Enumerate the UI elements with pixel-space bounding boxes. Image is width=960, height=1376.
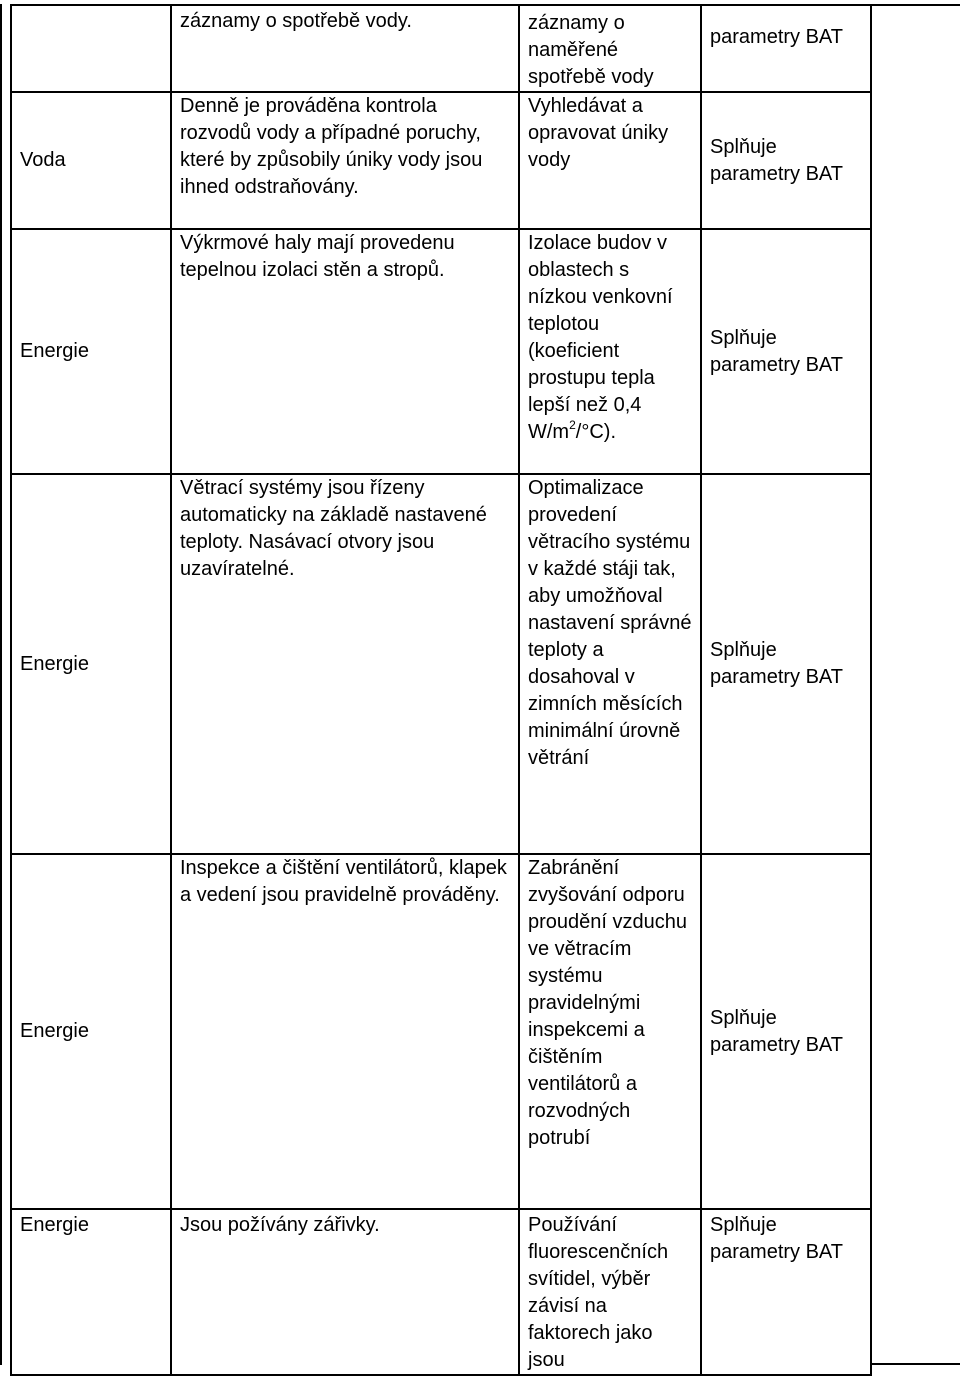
category-cell: Voda [11, 92, 171, 229]
bat-compliance-table [10, 4, 872, 1376]
technique-cell: záznamy o naměřené spotřebě vody [519, 5, 701, 92]
description-cell: Denně je prováděna kontrola rozvodů vody a případné poruchy, které by způsobily úniky vody jsou ihned odstraňovány. [171, 92, 519, 229]
category-cell: Energie [11, 854, 171, 1209]
conformity-cell: Splňuje parametry BAT [701, 92, 871, 229]
technique-superscript: 2 [569, 418, 576, 432]
category-cell: Energie [11, 1209, 171, 1375]
technique-cell: Vyhledávat a opravovat úniky vody [519, 92, 701, 229]
technique-cell: Zabránění zvyšování odporu proudění vzduchu ve větracím systému pravidelnými inspekcemi a čištěním ventilátorů a rozvodných potrubí [519, 854, 701, 1209]
technique-text-tail: /°C). [575, 421, 616, 443]
category-cell [11, 5, 171, 92]
category-cell: Energie [11, 474, 171, 854]
table-row [11, 854, 871, 1209]
conformity-cell: Splňuje parametry BAT [701, 474, 871, 854]
technique-cell: Optimalizace provedení větracího systému v každé stáji tak, aby umožňoval nastavení správné teploty a dosahoval v zimních měsících minimální úrovně větrání [519, 474, 701, 854]
description-cell: Inspekce a čištění ventilátorů, klapek a vedení jsou pravidelně prováděny. [171, 854, 519, 1209]
table-left-border [0, 4, 2, 1365]
conformity-cell: Splňuje parametry BAT [701, 1209, 871, 1375]
conformity-cell: Splňuje parametry BAT [701, 229, 871, 474]
table-row [11, 1209, 871, 1375]
category-cell: Energie [11, 229, 171, 474]
table-row [11, 5, 871, 92]
conformity-cell: Splňuje parametry BAT [701, 854, 871, 1209]
description-cell: Jsou požívány zářivky. [171, 1209, 519, 1375]
conformity-cell: parametry BAT [701, 5, 871, 92]
table-row [11, 92, 871, 229]
table-row [11, 474, 871, 854]
description-cell: Větrací systémy jsou řízeny automaticky na základě nastavené teploty. Nasávací otvory jsou uzavíratelné. [171, 474, 519, 854]
technique-cell: Používání fluorescenčních svítidel, výběr závisí na faktorech jako jsou [519, 1209, 701, 1375]
technique-cell [519, 229, 701, 474]
technique-text: Izolace budov v oblastech s nízkou venkovní teplotou (koeficient prostupu tepla lepší než 0,4 W/m [528, 232, 673, 443]
description-cell: záznamy o spotřebě vody. [171, 5, 519, 92]
table-row [11, 229, 871, 474]
description-cell: Výkrmové haly mají provedenu tepelnou izolaci stěn a stropů. [171, 229, 519, 474]
table-extra-column [872, 4, 960, 1365]
